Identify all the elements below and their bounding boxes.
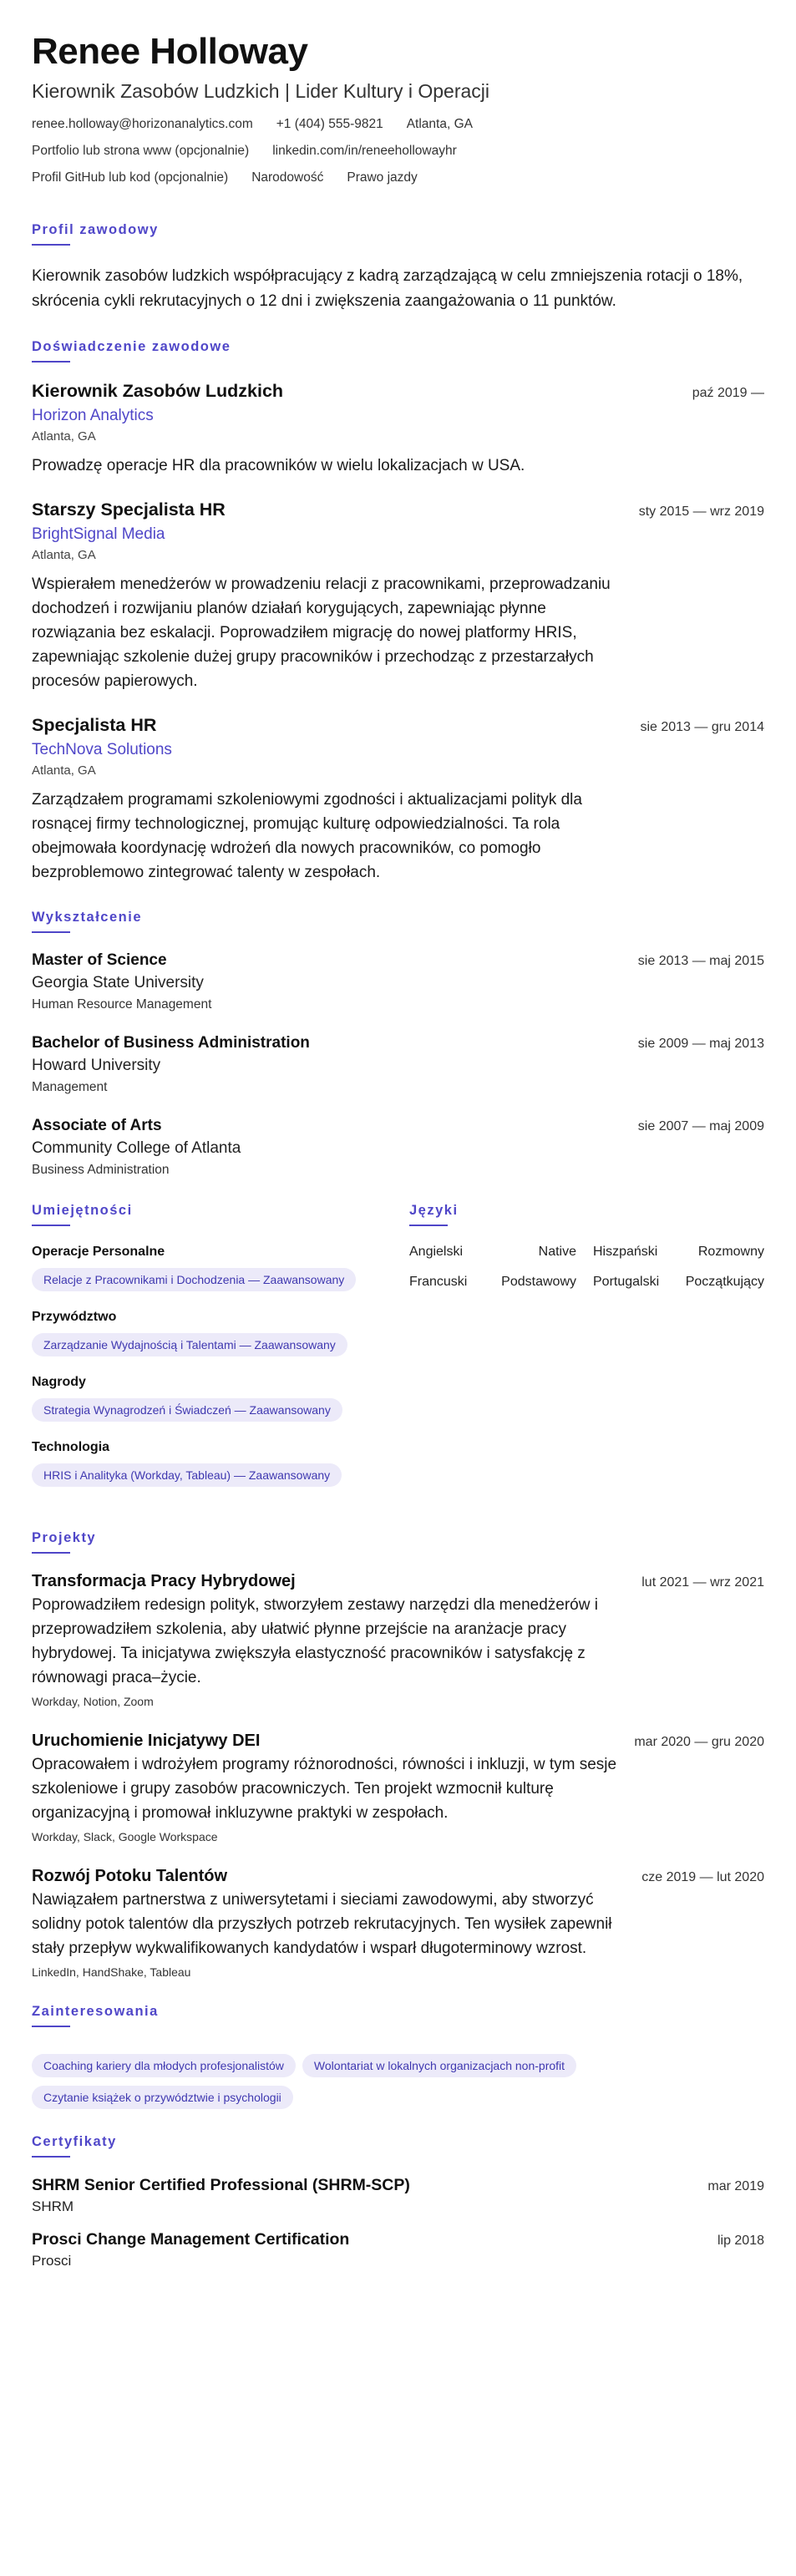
job-location: Atlanta, GA: [32, 548, 96, 562]
job-title: Kierownik Zasobów Ludzkich: [32, 381, 284, 401]
project-dates: mar 2020 — gru 2020: [634, 1735, 764, 1749]
job-description: Prowadzę operacje HR dla pracowników w wielu lokalizacjach w USA.: [32, 457, 525, 474]
job-title: Starszy Specjalista HR: [32, 499, 226, 520]
language-row: [409, 1245, 764, 1260]
section-title: Wykształcenie: [32, 910, 764, 933]
section-title: Projekty: [32, 1530, 764, 1554]
certificate-date: mar 2019: [707, 2179, 764, 2193]
section-title: Zainteresowania: [32, 2004, 764, 2027]
resume-header: [32, 30, 764, 197]
project-name: Rozwój Potoku Talentów: [32, 1867, 228, 1885]
education-entry: [32, 951, 764, 1012]
language-level: Rozmowny: [697, 1245, 764, 1259]
driving-license: Prawo jazdy: [347, 170, 418, 185]
nationality: Narodowość: [251, 170, 324, 185]
language-name: Angielski: [409, 1245, 464, 1259]
job-dates: sty 2015 — wrz 2019: [638, 505, 764, 519]
portfolio-link[interactable]: Portfolio lub strona www (opcjonalnie): [32, 144, 250, 158]
skill-pill: Relacje z Pracownikami i Dochodzenia — Zaawansowany: [32, 1268, 356, 1291]
skill-pill: HRIS i Analityka (Workday, Tableau) — Zaawansowany: [32, 1463, 342, 1487]
job-dates: paź 2019 —: [692, 386, 764, 400]
contact-row: [32, 117, 764, 132]
job-location: Atlanta, GA: [32, 429, 96, 444]
section-title: Doświadczenie zawodowe: [32, 339, 764, 363]
certificate-name: Prosci Change Management Certification: [32, 2230, 350, 2249]
certificate-issuer: SHRM: [32, 2198, 74, 2214]
project-dates: lut 2021 — wrz 2021: [641, 1575, 764, 1590]
location: Atlanta, GA: [406, 117, 473, 131]
github-link[interactable]: Profil GitHub lub kod (opcjonalnie): [32, 170, 229, 185]
experience-section: [32, 339, 764, 885]
project-name: Transformacja Pracy Hybrydowej: [32, 1572, 296, 1590]
skill-category: Technologia: [32, 1440, 110, 1454]
certificate-issuer: Prosci: [32, 2253, 72, 2269]
profile-summary: Kierownik zasobów ludzkich współpracujący z kadrą zarządzającą w celu zmniejszenia rotacji o 18%, skrócenia cykli rekrutacyjnych o 12 dni i zwiększenia zaangażowania o 11 punktów.: [32, 267, 743, 310]
interest-pill: Coaching kariery dla młodych profesjonalistów: [32, 2054, 296, 2077]
skills-section: [32, 1203, 409, 1505]
contact-info: [32, 117, 764, 197]
certificates-section: [32, 2134, 764, 2269]
field-of-study: Management: [32, 1080, 108, 1094]
project-entry: [32, 1572, 764, 1708]
project-tools: Workday, Slack, Google Workspace: [32, 1830, 218, 1843]
degree-title: Master of Science: [32, 951, 167, 969]
degree-title: Associate of Arts: [32, 1117, 162, 1134]
skill-group: [32, 1440, 409, 1487]
language-name: Portugalski: [593, 1275, 660, 1289]
company-name: TechNova Solutions: [32, 741, 172, 758]
skill-pill: Strategia Wynagrodzeń i Świadczeń — Zaawansowany: [32, 1398, 342, 1422]
projects-section: [32, 1530, 764, 1979]
school-name: Howard University: [32, 1057, 161, 1074]
skill-category: Przywództwo: [32, 1310, 117, 1324]
company-name: Horizon Analytics: [32, 407, 154, 424]
interest-pill: Czytanie książek o przywództwie i psychologii: [32, 2086, 293, 2109]
certificate-entry: [32, 2230, 764, 2269]
project-description: Opracowałem i wdrożyłem programy różnorodności, równości i inkluzji, w tym sesje szkoleniowe i grupy zasobów pracowniczych. Ten projekt wzmocnił kulturę organizacyjną i promował inkluzywne praktyki w zespołach.: [32, 1756, 617, 1822]
experience-entry: [32, 381, 764, 478]
experience-entry: [32, 499, 764, 693]
school-name: Georgia State University: [32, 974, 204, 991]
degree-title: Bachelor of Business Administration: [32, 1034, 310, 1052]
candidate-headline: Kierownik Zasobów Ludzkich | Lider Kultury i Operacji: [32, 80, 489, 102]
section-title: Certyfikaty: [32, 2134, 764, 2158]
section-title: Języki: [409, 1203, 764, 1226]
contact-row: [32, 144, 764, 159]
language-name: Francuski: [409, 1275, 468, 1289]
interest-pill: Wolontariat w lokalnych organizacjach non-profit: [302, 2054, 576, 2077]
phone[interactable]: +1 (404) 555-9821: [276, 117, 383, 131]
education-entry: [32, 1117, 764, 1178]
project-entry: [32, 1867, 764, 1979]
job-location: Atlanta, GA: [32, 763, 96, 778]
field-of-study: Human Resource Management: [32, 997, 212, 1012]
certificate-date: lip 2018: [717, 2234, 764, 2248]
project-tools: Workday, Notion, Zoom: [32, 1695, 154, 1708]
job-description: Zarządzałem programami szkoleniowymi zgodności i aktualizacjami polityk dla rosnącej firmy technologicznej, promując kulturę odpowiedzialności. Ta rola obejmowała koordynację wdrożeń dla nowych pracowników, co pomogło bezproblemowo zintegrować talenty w zespołach.: [32, 791, 582, 881]
education-dates: sie 2007 — maj 2009: [637, 1119, 764, 1133]
skill-pill: Zarządzanie Wydajnością i Talentami — Zaawansowany: [32, 1333, 347, 1356]
interests-section: [32, 2004, 764, 2109]
language-item: [593, 1245, 764, 1260]
contact-row: [32, 170, 764, 185]
education-dates: sie 2009 — maj 2013: [637, 1037, 764, 1051]
skill-category: Operacje Personalne: [32, 1245, 165, 1259]
skill-group: [32, 1310, 409, 1356]
language-item: [409, 1245, 576, 1260]
education-dates: sie 2013 — maj 2015: [637, 954, 764, 968]
education-section: [32, 910, 764, 1178]
interests-list: [32, 2046, 764, 2109]
job-dates: sie 2013 — gru 2014: [640, 720, 764, 734]
languages-section: [409, 1203, 764, 1505]
skills-languages-row: [32, 1203, 764, 1505]
skill-group: [32, 1375, 409, 1422]
job-title: Specjalista HR: [32, 715, 157, 735]
certificate-entry: [32, 2176, 764, 2215]
project-entry: [32, 1732, 764, 1843]
field-of-study: Business Administration: [32, 1163, 170, 1177]
language-item: [593, 1275, 764, 1290]
experience-entry: [32, 715, 764, 885]
job-description: Wspierałem menedżerów w prowadzeniu relacji z pracownikami, przeprowadzaniu dochodzeń i rozwijaniu planów działań korygujących, zapewniając płynne rozwiązania bez eskalacji. Poprowadziłem migrację do nowej platformy HRIS, zapewniając szkolenie dużej grupy pracowników i przechodząc z przestarzałych procesów papierowych.: [32, 576, 611, 690]
candidate-name: Renee Holloway: [32, 31, 308, 72]
language-item: [409, 1275, 576, 1290]
language-level: Podstawowy: [501, 1275, 576, 1289]
project-description: Nawiązałem partnerstwa z uniwersytetami i sieciami zawodowymi, aby stworzyć solidny potok talentów dla przyszłych potrzeb rekrutacyjnych. Ten wysiłek zapewnił stały przepływ wykwalifikowanych kandydatów i wsparł długoterminowy wzrost.: [32, 1891, 612, 1957]
skill-category: Nagrody: [32, 1375, 86, 1389]
project-tools: LinkedIn, HandShake, Tableau: [32, 1965, 191, 1979]
project-name: Uruchomienie Inicjatywy DEI: [32, 1732, 261, 1750]
language-level: Native: [538, 1245, 576, 1259]
language-name: Hiszpański: [593, 1245, 658, 1259]
project-description: Poprowadziłem redesign polityk, stworzyłem zestawy narzędzi dla menedżerów i przeprowadziłem szkolenia, aby ułatwić płynne przejście na aranżacje pracy hybrydowej. Ta inicjatywa zwiększyła elastyczność pracowników i satysfakcję z równowagi praca–życie.: [32, 1596, 598, 1686]
email[interactable]: renee.holloway@horizonanalytics.com: [32, 117, 253, 131]
company-name: BrightSignal Media: [32, 525, 165, 543]
education-entry: [32, 1034, 764, 1095]
language-level: Początkujący: [685, 1275, 764, 1289]
section-title: Umiejętności: [32, 1203, 409, 1226]
language-row: [409, 1275, 764, 1290]
linkedin-link[interactable]: linkedin.com/in/reneehollowayhr: [272, 144, 457, 158]
skill-group: [32, 1245, 409, 1291]
section-title: Profil zawodowy: [32, 222, 764, 246]
certificate-name: SHRM Senior Certified Professional (SHRM-SCP): [32, 2176, 410, 2194]
project-dates: cze 2019 — lut 2020: [641, 1870, 764, 1884]
school-name: Community College of Atlanta: [32, 1139, 241, 1157]
profile-section: [32, 222, 764, 314]
